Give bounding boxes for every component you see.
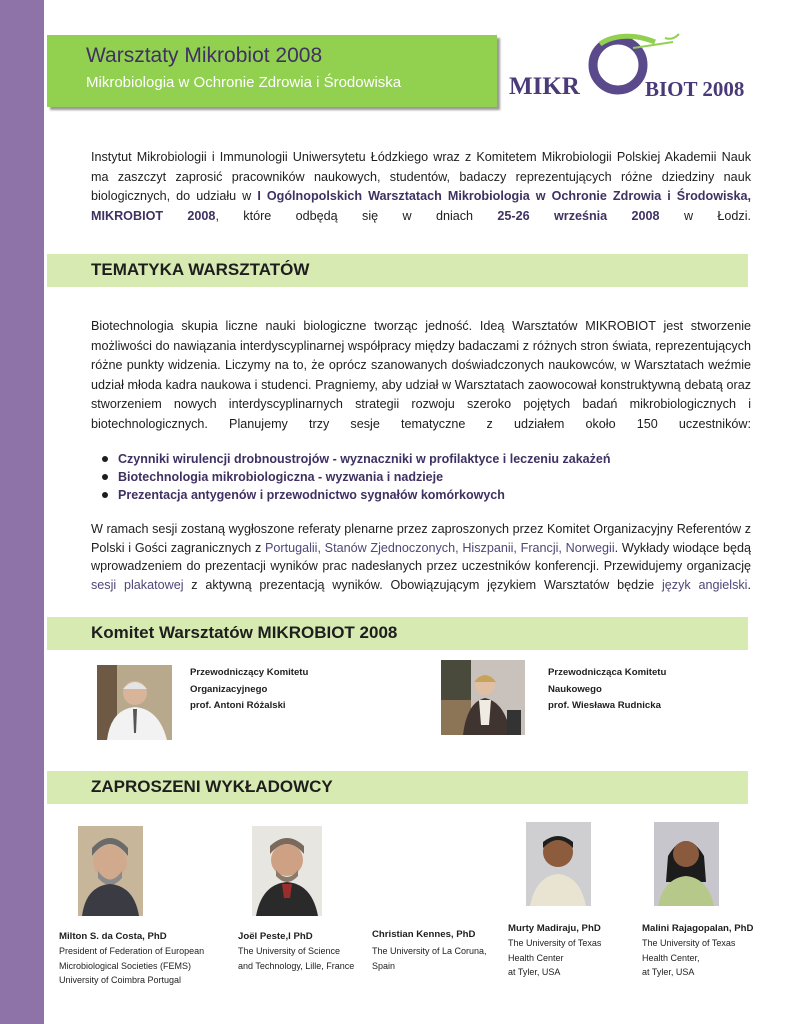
header-banner — [47, 35, 497, 107]
member-role: Organizacyjnego — [190, 683, 268, 695]
affiliation-line: The University of La Coruna, — [372, 946, 487, 956]
intro-text-3: w Łodzi. — [659, 208, 751, 223]
portrait-icon — [441, 660, 525, 735]
intro-paragraph — [91, 148, 751, 226]
affiliation-line: The University of Texas — [642, 938, 736, 948]
page-title: Warsztaty Mikrobiot 2008 — [86, 44, 323, 67]
mikrobiot-logo — [505, 30, 775, 105]
photo-rozalski — [97, 665, 172, 740]
countries-text: Portugalii, Stanów Zjednoczonych, Hiszpanii, Francji, Norwegii — [264, 540, 615, 555]
speaker-name: Malini Rajagopalan, PhD — [642, 923, 754, 934]
logo-text-left: MIKR — [509, 73, 580, 100]
language-text: język angielski — [661, 577, 748, 592]
member-role: Przewodnicząca Komitetu — [548, 667, 667, 678]
section-title-tematyka: TEMATYKA WARSZTATÓW — [91, 260, 310, 279]
committee-member-2 — [548, 665, 666, 715]
poster-session-text: sesji plakatowej — [91, 577, 184, 592]
affiliation-line: at Tyler, USA — [508, 967, 561, 977]
affiliation-line: University of Coimbra Portugal — [59, 975, 182, 985]
speaker-affiliation — [508, 936, 601, 980]
section-bar-wykladowcy — [47, 771, 748, 804]
portrait-icon — [654, 822, 719, 906]
page-subtitle: Mikrobiologia w Ochronie Zdrowia i Środowiska — [86, 74, 402, 91]
list-item: Biotechnologia mikrobiologiczna - wyzwania i nadzieje — [118, 468, 610, 486]
member-role: Przewodniczący Komitetu — [190, 667, 309, 678]
list-item: Czynniki wirulencji drobnoustrojów - wyznaczniki w profilaktyce i leczeniu zakażeń — [118, 452, 611, 466]
portrait-icon — [97, 665, 172, 740]
speaker-affiliation — [372, 944, 487, 973]
speaker-name: Christian Kennes, PhD — [372, 929, 476, 940]
event-dates: 25-26 września 2008 — [497, 208, 660, 223]
affiliation-line: The University of Texas — [508, 938, 602, 948]
affiliation-line: Health Center — [508, 952, 564, 963]
affiliation-line: Spain — [372, 960, 396, 971]
list-item: Prezentacja antygenów i przewodnictwo sygnałów komórkowych — [118, 486, 610, 504]
section-title-wykladowcy: ZAPROSZENI WYKŁADOWCY — [91, 777, 333, 796]
affiliation-line: President of Federation of European — [59, 946, 205, 956]
affiliation-line: Health Center, — [642, 952, 700, 963]
speaker-affiliation — [642, 936, 735, 980]
photo-madiraju — [526, 822, 591, 906]
affiliation-line: at Tyler, USA — [642, 967, 695, 977]
sessions-text-4: . — [747, 577, 751, 592]
section-bar-komitet — [47, 617, 748, 650]
section-title-komitet: Komitet Warsztatów MIKROBIOT 2008 — [91, 623, 398, 642]
speaker-name: Milton S. da Costa, PhD — [59, 931, 167, 942]
tematyka-paragraph: Biotechnologia skupia liczne nauki biologiczne tworząc jedność. Ideą Warsztatów MIKROBIOT jest stworzenie możliwości do nawiązania interdyscyplinarnej współpracy między badaczami z różnych stron świata, reprezentujących różne punkty widzenia. Liczymy na to, że oprócz szanowanych doświadczonych naukowców, w Warsztatach weźmie udział młoda kadra naukowa i studenci. Pragniemy, aby udział w Warsztatach zaowocował konstruktywną debatą oraz stworzeniem nowych interdyscyplinarnych strategii rozwoju szeroko pojętych badań mikrobiologicznych i biotechnologicznych. Planujemy trzy sesje tematyczne z udziałem około 150 uczestników: — [91, 319, 751, 431]
session-list — [118, 450, 610, 504]
portrait-icon — [78, 826, 143, 916]
member-name: prof. Antoni Różalski — [190, 700, 286, 711]
sidebar-divider — [44, 0, 47, 1024]
sessions-text-3: z aktywną prezentacją wyników. Obowiązującym językiem Warsztatów będzie — [183, 577, 662, 592]
member-role: Naukowego — [548, 683, 602, 695]
logo-text-right: BIOT 2008 — [645, 77, 745, 101]
photo-rajagopalan — [654, 822, 719, 906]
event-name: I Ogólnopolskich Warsztatach Mikrobiologia w Ochronie Zdrowia i Środowiska, MIKROBIOT 2008 — [91, 189, 751, 223]
photo-da-costa — [78, 826, 143, 916]
portrait-icon — [526, 822, 591, 906]
photo-peste — [252, 826, 322, 916]
speaker-name: Murty Madiraju, PhD — [508, 923, 601, 934]
committee-member-1 — [190, 665, 308, 715]
sessions-text-1: W ramach sesji zostaną wygłoszone referaty plenarne przez zaproszonych przez Komitet Organizacyjny Referentów z Polski i Gości zagranicznych z — [91, 522, 751, 555]
affiliation-line: and Technology, Lille, France — [238, 960, 355, 971]
affiliation-line: The University of Science — [238, 946, 341, 956]
intro-text-1: Instytut Mikrobiologii i Immunologii Uniwersytetu Łódzkiego wraz z Komitetem Mikrobiologii Polskiej Akademii Nauk ma zaszczyt zaprosić pracowników naukowych, studentów, badaczy reprezentujących różne dziedziny nauk biologicznych, do udziału w — [91, 150, 751, 203]
intro-text-2: , które odbędą się w dniach — [215, 208, 498, 223]
sidebar-stripe — [0, 0, 47, 1024]
section-bar-tematyka — [47, 254, 748, 287]
speaker-affiliation — [238, 944, 354, 973]
sessions-text-2: . Wykłady wiodące będą wprowadzeniem do prezentacji wyników prac nadesłanych przez uczestników konferencji. Przewidujemy organizację — [91, 540, 751, 573]
photo-rudnicka — [441, 660, 525, 735]
affiliation-line: Microbiological Societies (FEMS) — [59, 960, 192, 971]
sessions-paragraph — [91, 520, 751, 594]
member-name: prof. Wiesława Rudnicka — [548, 700, 661, 711]
portrait-icon — [252, 826, 322, 916]
speaker-affiliation — [59, 944, 204, 988]
speaker-name: Joël Peste,l PhD — [238, 931, 313, 942]
